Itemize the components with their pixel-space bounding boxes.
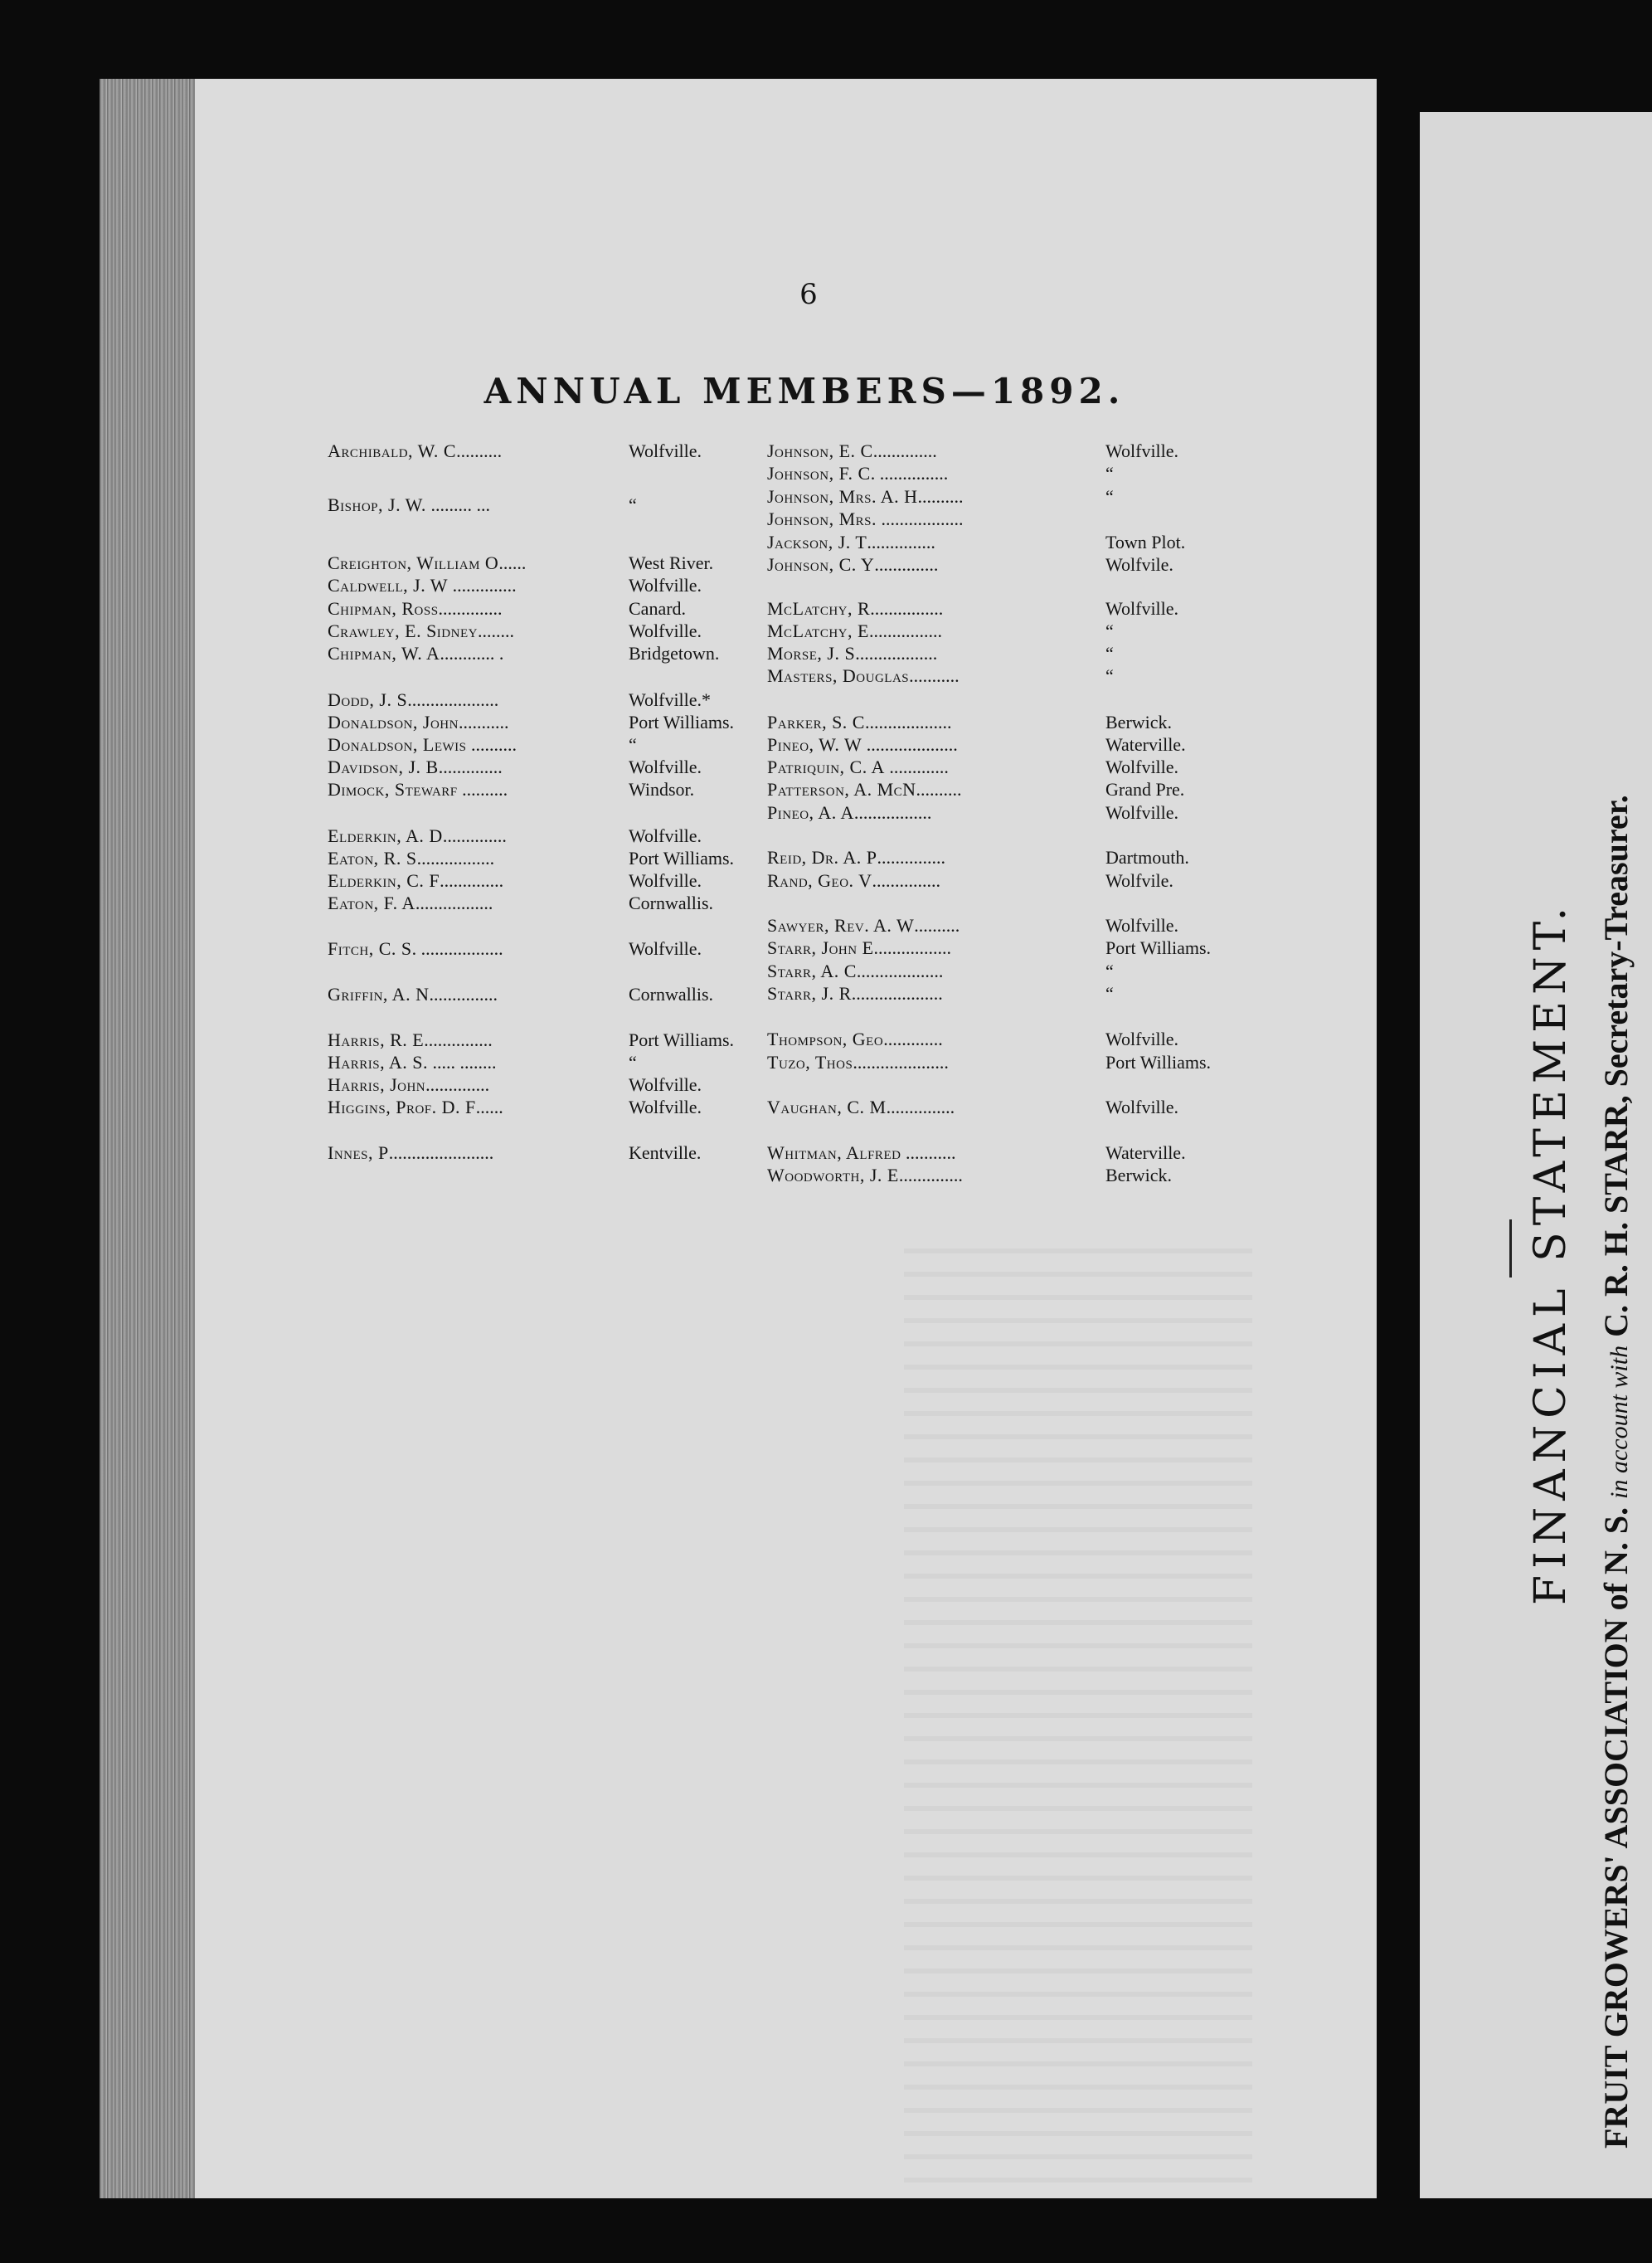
member-place: “ — [1105, 643, 1114, 664]
member-name: Rand, Geo. V — [767, 870, 872, 891]
member-place: Wolfville. — [629, 1097, 702, 1117]
member-row — [767, 462, 1114, 485]
member-place: Wolfville. — [1105, 802, 1179, 823]
member-name: Patterson, A. McN — [767, 779, 916, 800]
leader-dots: ............... — [867, 532, 935, 552]
leader-dots: ............... — [424, 1029, 493, 1050]
page-edge-shading — [100, 79, 195, 2198]
member-row — [328, 869, 702, 893]
member-row — [328, 733, 637, 757]
leader-dots: .......... — [914, 915, 960, 936]
member-row — [767, 508, 963, 531]
member-place: Canard. — [629, 598, 687, 619]
member-name: Bishop, J. W. — [328, 494, 426, 515]
member-place: Wolfville. — [1105, 1097, 1179, 1117]
leader-dots: ............. — [884, 757, 949, 777]
member-name: Harris, John — [328, 1074, 426, 1095]
member-name: McLatchy, E — [767, 620, 869, 641]
member-row — [767, 937, 1212, 960]
leader-dots: . .................. — [411, 938, 503, 959]
leader-dots: .................... — [851, 983, 943, 1004]
leader-dots: ...... — [498, 552, 527, 573]
member-row — [767, 778, 1185, 801]
leader-dots: .............. — [448, 575, 517, 596]
member-place: Wolfville. — [1105, 440, 1179, 461]
member-row — [328, 552, 714, 575]
member-row — [328, 778, 695, 801]
member-name: Sawyer, Rev. A. W — [767, 915, 915, 936]
member-place: Wolfville. — [1105, 915, 1179, 936]
member-place: “ — [629, 1052, 637, 1073]
member-row — [328, 711, 735, 734]
member-name: Chipman, Ross — [328, 598, 439, 619]
leader-dots: .............. — [425, 1074, 490, 1095]
member-place: Bridgetown. — [629, 643, 720, 664]
leader-dots: ............... — [429, 984, 498, 1005]
leader-dots: ................. — [416, 848, 495, 869]
member-place: Cornwallis. — [629, 984, 714, 1005]
member-place: “ — [1105, 961, 1114, 981]
member-name: Griffin, A. N — [328, 984, 430, 1005]
member-place: Wolfville. — [1105, 598, 1179, 619]
leader-dots: ................. — [853, 802, 932, 823]
member-row — [767, 869, 1173, 893]
member-name: Whitman, Alfred — [767, 1142, 901, 1163]
member-row — [767, 531, 1186, 554]
leader-dots: ................... — [864, 712, 952, 732]
member-name: Masters, Douglas — [767, 665, 910, 686]
leader-dots: .............. — [442, 825, 507, 846]
member-name: Harris, R. E — [328, 1029, 425, 1050]
member-name: Starr, A. C — [767, 961, 857, 981]
member-place: Wolfville. — [1105, 1029, 1179, 1049]
member-place: Wolfville. — [629, 620, 702, 641]
leader-dots: ........ — [477, 620, 514, 641]
member-name: Johnson, C. Y — [767, 554, 875, 575]
member-place: Kentville. — [629, 1142, 702, 1163]
member-row — [328, 642, 720, 665]
member-row — [328, 756, 702, 779]
member-place: Wolfville. — [629, 825, 702, 846]
leader-dots: ....................... — [388, 1142, 494, 1163]
member-place: Wolfvile. — [1105, 870, 1173, 891]
member-place: Windsor. — [629, 779, 695, 800]
member-name: Johnson, E. C — [767, 440, 873, 461]
member-row — [328, 1073, 702, 1097]
member-row — [767, 756, 1179, 779]
financial-statement-title: FINANCIAL STATEMENT. — [1526, 900, 1576, 1605]
member-row — [767, 914, 1179, 937]
leader-dots: .......... — [916, 779, 962, 800]
member-name: Chipman, W. A — [328, 643, 440, 664]
leader-dots: ................. — [873, 937, 952, 958]
subtitle-treasurer: C. R. H. STARR, Secretary-Treasurer. — [1597, 795, 1635, 1337]
member-place: Port Williams. — [1105, 937, 1212, 958]
member-place: Wolfville. — [629, 870, 702, 891]
member-row — [328, 937, 702, 961]
member-place: “ — [1105, 983, 1114, 1004]
member-name: McLatchy, R — [767, 598, 871, 619]
member-name: Fitch, C. S — [328, 938, 412, 959]
member-place: Wolfvile. — [1105, 554, 1173, 575]
member-row — [767, 620, 1114, 643]
member-name: Caldwell, J. W — [328, 575, 449, 596]
member-place: Berwick. — [1105, 1165, 1173, 1185]
member-name: Johnson, Mrs. — [767, 509, 877, 529]
leader-dots: .............. — [438, 598, 503, 619]
subtitle-account: in account with — [1606, 1345, 1633, 1499]
member-place: “ — [1105, 486, 1114, 507]
leader-dots: .......... — [457, 779, 508, 800]
member-place: Town Plot. — [1105, 532, 1186, 552]
member-row — [328, 1141, 702, 1165]
member-row — [767, 642, 1114, 665]
member-row — [328, 847, 735, 870]
page-number: 6 — [799, 278, 818, 311]
leader-dots: ........... — [458, 712, 509, 732]
member-name: Pineo, A. A — [767, 802, 854, 823]
member-row — [328, 620, 702, 643]
bleed-through-text — [904, 1248, 1252, 2252]
member-name: Vaughan, C. M — [767, 1097, 887, 1117]
member-row — [767, 440, 1179, 463]
leader-dots: .............. — [874, 554, 939, 575]
leader-dots: .................... — [862, 734, 958, 755]
member-place: Wolfville. — [629, 440, 702, 461]
member-name: Thompson, Geo — [767, 1029, 884, 1049]
member-name: Creighton, William O — [328, 552, 499, 573]
member-place: Berwick. — [1105, 712, 1173, 732]
member-row — [328, 574, 702, 597]
member-place: Cornwallis. — [629, 893, 714, 913]
member-place: Port Williams. — [629, 848, 735, 869]
member-row — [328, 983, 714, 1006]
member-place: “ — [1105, 463, 1114, 484]
member-place: Wolfville. — [629, 757, 702, 777]
leader-dots: . ............... — [870, 463, 949, 484]
subtitle-association: FRUIT GROWERS' ASSOCIATION of N. S. — [1597, 1506, 1635, 2149]
leader-dots: ............. — [883, 1029, 943, 1049]
leader-dots: ............... — [886, 1097, 955, 1117]
member-row — [328, 440, 702, 463]
member-place: West River. — [629, 552, 714, 573]
member-name: Higgins, Prof. D. F — [328, 1097, 476, 1117]
member-name: Woodworth, J. E — [767, 1165, 899, 1185]
leader-dots: .................... — [407, 689, 499, 710]
member-name: Dimock, Stewarf — [328, 779, 458, 800]
member-place: Port Williams. — [629, 1029, 735, 1050]
member-row — [328, 597, 687, 620]
member-row — [767, 1051, 1212, 1074]
member-name: Pineo, W. W — [767, 734, 862, 755]
member-name: Archibald, W. C — [328, 440, 457, 461]
member-row — [767, 1141, 1186, 1165]
leader-dots: .................. — [876, 509, 964, 529]
member-place: “ — [1105, 665, 1114, 686]
member-row — [328, 1096, 702, 1119]
member-name: Eaton, F. A — [328, 893, 415, 913]
leader-dots: ........... — [901, 1142, 956, 1163]
leader-dots: ................ — [868, 620, 942, 641]
member-name: Starr, John E — [767, 937, 874, 958]
member-row — [328, 494, 637, 517]
member-place: Waterville. — [1105, 734, 1186, 755]
member-row — [767, 1096, 1179, 1119]
leader-dots: .............. — [898, 1165, 963, 1185]
leader-dots: .............. — [438, 757, 503, 777]
member-row — [767, 846, 1189, 869]
leader-dots: .......... — [466, 734, 517, 755]
leader-dots: ................. — [415, 893, 493, 913]
financial-statement-subtitle — [1596, 795, 1635, 2149]
member-row — [767, 664, 1114, 688]
member-place: “ — [629, 734, 637, 755]
member-row — [767, 801, 1179, 825]
member-name: Innes, P — [328, 1142, 389, 1163]
member-row — [767, 960, 1114, 983]
member-name: Patriquin, C. A — [767, 757, 885, 777]
leader-dots: ................... — [856, 961, 944, 981]
member-row — [328, 892, 714, 915]
leader-dots: ................ — [870, 598, 944, 619]
leader-dots: .............. — [872, 440, 937, 461]
leader-dots: ............... — [877, 847, 945, 868]
member-name: Parker, S. C — [767, 712, 865, 732]
member-place: Grand Pre. — [1105, 779, 1185, 800]
member-row — [328, 825, 702, 848]
member-place: Port Williams. — [1105, 1052, 1212, 1073]
member-row — [767, 597, 1179, 620]
member-row — [328, 1029, 735, 1052]
member-place: “ — [629, 494, 637, 515]
member-name: Johnson, F. C — [767, 463, 871, 484]
member-name: Morse, J. S — [767, 643, 856, 664]
member-name: Davidson, J. B — [328, 757, 439, 777]
member-place: Wolfville. — [1105, 757, 1179, 777]
member-place: Wolfville.* — [629, 689, 712, 710]
leader-dots: ............ . — [440, 643, 504, 664]
member-row — [767, 553, 1173, 577]
member-name: Jackson, J. T — [767, 532, 867, 552]
member-place: Wolfville. — [629, 575, 702, 596]
member-name: Harris, A. S. — [328, 1052, 428, 1073]
leader-dots: ........... — [909, 665, 960, 686]
member-name: Crawley, E. Sidney — [328, 620, 478, 641]
member-name: Elderkin, C. F — [328, 870, 440, 891]
member-name: Eaton, R. S — [328, 848, 417, 869]
leader-dots: .................. — [855, 643, 938, 664]
member-row — [767, 711, 1173, 734]
member-name: Johnson, Mrs. A. H — [767, 486, 918, 507]
member-row — [767, 982, 1114, 1005]
member-name: Dodd, J. S — [328, 689, 408, 710]
member-place: Dartmouth. — [1105, 847, 1189, 868]
member-place: Waterville. — [1105, 1142, 1186, 1163]
page-heading: ANNUAL MEMBERS—1892. — [483, 371, 1125, 411]
leader-dots: ..................... — [853, 1052, 949, 1073]
member-name: Starr, J. R — [767, 983, 852, 1004]
member-row — [767, 1028, 1179, 1051]
member-name: Elderkin, A. D — [328, 825, 443, 846]
member-row — [767, 485, 1114, 509]
member-name: Reid, Dr. A. P — [767, 847, 877, 868]
leader-dots: .......... — [917, 486, 964, 507]
leader-dots: .......... — [456, 440, 503, 461]
title-rule — [1509, 1219, 1512, 1278]
member-place: “ — [1105, 620, 1114, 641]
leader-dots: ............... — [872, 870, 941, 891]
leader-dots: .............. — [440, 870, 504, 891]
member-row — [328, 1051, 637, 1074]
leader-dots: ...... — [475, 1097, 503, 1117]
member-row — [328, 689, 712, 712]
member-place: Wolfville. — [629, 1074, 702, 1095]
member-row — [767, 1164, 1173, 1187]
leader-dots: ..... ........ — [427, 1052, 497, 1073]
member-row — [767, 733, 1186, 757]
member-name: Donaldson, John — [328, 712, 459, 732]
member-name: Donaldson, Lewis — [328, 734, 467, 755]
member-place: Wolfville. — [629, 938, 702, 959]
leader-dots: ......... ... — [425, 494, 490, 515]
member-place: Port Williams. — [629, 712, 735, 732]
member-name: Tuzo, Thos — [767, 1052, 853, 1073]
